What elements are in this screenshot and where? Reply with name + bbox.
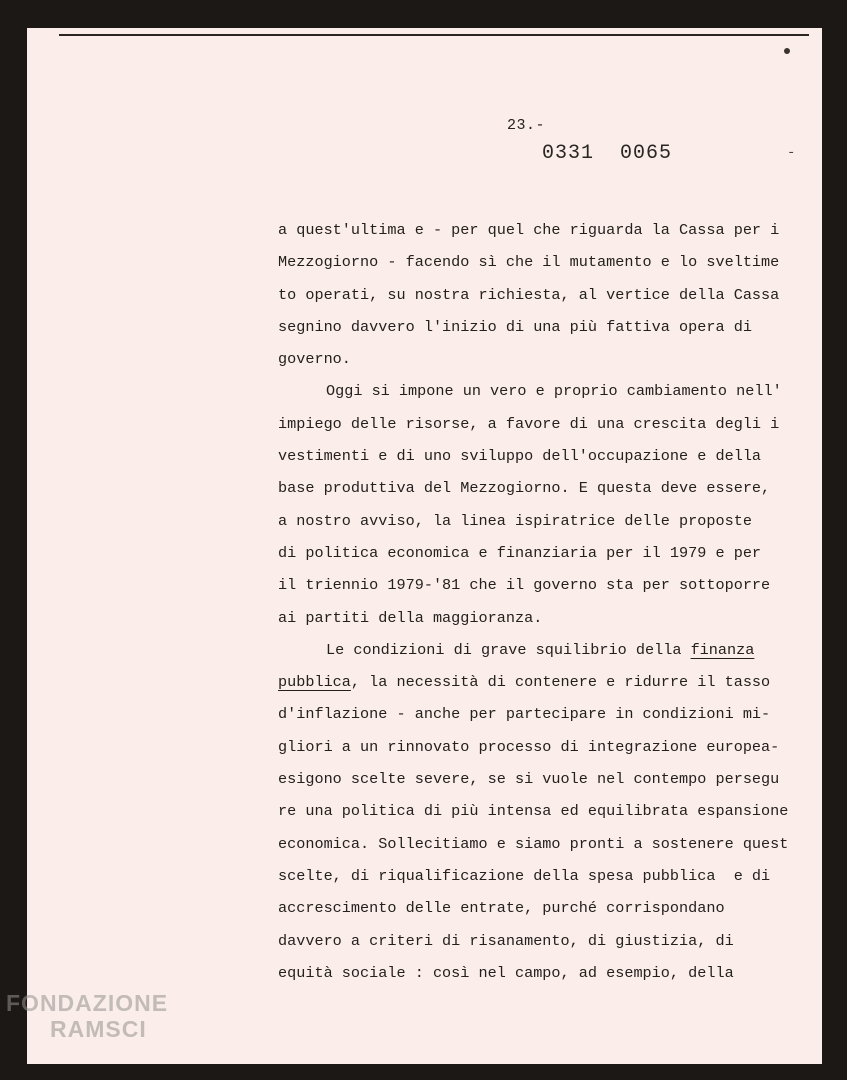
text-line: Oggi si impone un vero e proprio cambiamento nell' xyxy=(326,382,782,401)
watermark-line-1: FONDAZIONE xyxy=(6,990,169,1016)
text-line: economica. Sollecitiamo e siamo pronti a sostenere quest xyxy=(278,834,789,853)
fondazione-gramsci-watermark xyxy=(6,990,168,1042)
text-line: Le condizioni di grave squilibrio della finanza xyxy=(326,640,755,659)
archive-code: 0331 0065 xyxy=(542,142,673,165)
text-line: equità sociale : così nel campo, ad esempio, della xyxy=(278,963,734,982)
text-line: accrescimento delle entrate, purché corrispondano xyxy=(278,899,725,918)
text-line: il triennio 1979-'81 che il governo sta per sottoporre xyxy=(278,576,771,595)
page-number: 23.- xyxy=(507,117,546,134)
text-line: a nostro avviso, la linea ispiratrice delle proposte xyxy=(278,511,752,530)
text-line: base produttiva del Mezzogiorno. E questa deve essere, xyxy=(278,479,771,498)
text-line: davvero a criteri di risanamento, di giustizia, di xyxy=(278,931,734,950)
text-line: segnino davvero l'inizio di una più fattiva opera di xyxy=(278,317,752,336)
margin-dash: - xyxy=(787,145,796,161)
text-line: governo. xyxy=(278,350,351,369)
text-line: pubblica, la necessità di contenere e ridurre il tasso xyxy=(278,673,771,692)
text-line: esigono scelte severe, se si vuole nel contempo persegu xyxy=(278,770,780,789)
text-line: to operati, su nostra richiesta, al vertice della Cassa xyxy=(278,285,780,304)
document-page xyxy=(27,28,822,1064)
ink-speck xyxy=(784,48,790,54)
text-line: re una politica di più intensa ed equilibrata espansione xyxy=(278,802,789,821)
text-line: scelte, di riqualificazione della spesa pubblica e di xyxy=(278,866,771,885)
text-line: ai partiti della maggioranza. xyxy=(278,608,543,627)
watermark-line-2: RAMSCI xyxy=(50,1016,147,1042)
text-line: di politica economica e finanziaria per il 1979 e per xyxy=(278,543,762,562)
text-line: d'inflazione - anche per partecipare in condizioni mi- xyxy=(278,705,771,724)
typewritten-text xyxy=(278,214,818,989)
top-rule xyxy=(59,34,809,36)
text-line: a quest'ultima e - per quel che riguarda la Cassa per i xyxy=(278,221,780,239)
underlined-word: pubblica xyxy=(278,673,351,692)
text-line: gliori a un rinnovato processo di integrazione europea- xyxy=(278,737,780,756)
text-line: vestimenti e di uno sviluppo dell'occupazione e della xyxy=(278,447,762,466)
text-line: Mezzogiorno - facendo sì che il mutamento e lo sveltime xyxy=(278,253,780,272)
text-line: impiego delle risorse, a favore di una crescita degli i xyxy=(278,414,780,433)
underlined-word: finanza xyxy=(690,640,755,659)
